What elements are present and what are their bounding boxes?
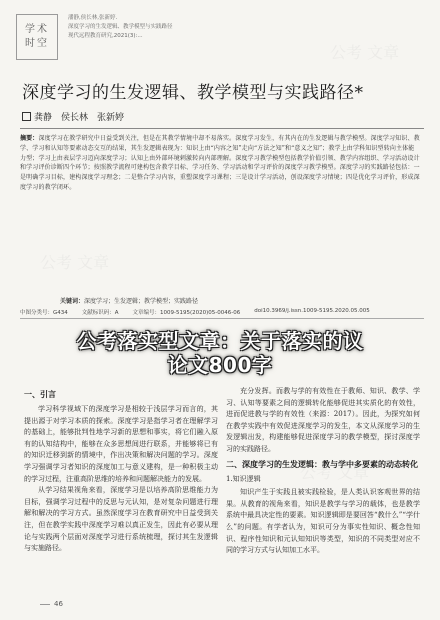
paragraph: 充分发挥。而教与学的有效性在于教师、知识、教学、学习、认知等要素之间的逻辑转化能够促进其实质化的有效性，进而促进教与学的有效性（来源：2017）。因此，为探究如何在教学实践中有效促进深度学习的发生，本文从深度学习的生发逻辑出发，构建能够促进深度学习的教学模型，探讨深度学习的实践路径。 [226, 387, 420, 453]
left-column [24, 386, 218, 555]
journal-citation [68, 14, 173, 41]
class-number: 中图分类号：G434 [20, 310, 68, 316]
doi-text: doi10.3969/j.issn.1009-5195.2020.05.005 [254, 308, 370, 314]
journal-logo-box [16, 14, 58, 60]
overlay-banner [0, 330, 440, 376]
page-number-rule [40, 604, 50, 605]
paragraph: 知识产生于实践且被实践检验，是人类认识客观世界的结果。从教育的视角来看，知识是教学与学习的载体，也是教学系统中最具决定性的要素。知识逻辑即是要回答“教什么”“学什么”的问题。有学者认为，知识可分为事实性知识、概念性知识、程序性知识和元认知知识等类型，知识的不同类型对应不同的学习方式与认知加工水平。 [226, 488, 420, 555]
article-title: 深度学习的生发逻辑、教学模型与实践路径* [22, 83, 364, 103]
document-code: 文献标识码：A [81, 310, 119, 316]
journal-citation-line: 深度学习的生发逻辑、教学模型与实践路径 [68, 24, 173, 30]
abstract-text: 深度学习在教学研究中日益受到关注，但是在其教学情境中却不易落实。深度学习发生，有其内在的生发逻辑与教学模型。深度学习知识、教学、学习和认知等要素动态交互的结果，其生发逻辑表现为：知识上由“内容之知”走向“方法之知”和“意义之知”；教学上由学科知识型转向主体能力型；学习上由表层学习迈向深度学习；认知上由外部环境刺激转向内部理解。深度学习教学模型包括教学价值引领、教学内容组织、学习活动设计和学习评价诊断四个环节；按照教学流程可建构包含教学目标、学习任务、学习活动和学习评价的深度学习教学模型。深度学习的实践路径包括：一是明确学习目标，建构深度学习理念；二是整合学习内容，重塑深度学习课程；三是设计学习活动，创设深度学习情境；四是优化学习评价，形成深度学习的教学闭环。 [20, 135, 420, 191]
journal-citation-line: 现代远程教育研究,2021(3):... [68, 33, 143, 39]
section-heading: 一、引言 [24, 389, 56, 399]
journal-citation-line: 潘静,侯长林,张新婷. [68, 15, 118, 21]
author-names: 龚静 侯长林 张新婷 [34, 113, 125, 123]
section-heading: 二、深度学习的生发逻辑：教与学中多要素的动态转化 [226, 458, 418, 469]
journal-header [16, 14, 316, 68]
journal-logo-line2: 时空 [25, 38, 49, 49]
paragraph: 学习科学视域下的深度学习是相较于浅层学习而言的，其提出源于对学习本质的探索。深度学习是指学习者在理解学习的基础上，能够批判性地学习新的思想和事实，将它们融入原有的认知结构中，能够在众多思想间进行联系，并能够将已有的知识迁移到新的情境中，作出决策和解决问题的学习。深度学习强调学习者知识的深度加工与意义建构，是一种积极主动的学习过程，注重高阶思维的培养和问题解决能力的发展。 [24, 405, 218, 483]
doi-divider [20, 318, 424, 319]
sub-heading: 1.知识逻辑 [226, 474, 261, 483]
banner-line-1: 公考落实型文章：关于落实的议 [76, 329, 364, 353]
banner-line-2: 论文800字 [167, 353, 273, 377]
watermark: 公考 文章 [40, 253, 110, 272]
keywords [60, 296, 198, 305]
watermark: 公考 文章 [300, 463, 370, 482]
classification-line [20, 308, 424, 316]
article-authors [22, 110, 124, 123]
title-divider [20, 128, 424, 129]
abstract [20, 134, 420, 193]
article-number: 文章编号：1009-5195(2020)05-0046-06 [132, 310, 241, 316]
page-number: 46 [54, 600, 63, 608]
keywords-label: 关键词： [60, 298, 85, 305]
author-square-icon [22, 112, 31, 121]
right-column [226, 386, 420, 557]
paragraph: 从学习结果视角来看，深度学习是以培养高阶思维能力为目标，强调学习过程中的反思与元认知，是对复杂问题进行理解和解决的学习方式。虽然深度学习在教育研究中日益受到关注，但在教学实践中深度学习难以真正发生，因此有必要从理论与实践两个层面对深度学习进行系统梳理，探讨其生发逻辑与实施路径。 [24, 486, 218, 553]
journal-logo-line1: 学术 [25, 24, 49, 35]
keywords-text: 深度学习；生发逻辑；教学模型；实践路径 [84, 298, 199, 305]
watermark: 公考 文章 [330, 43, 400, 62]
abstract-label: 摘要： [20, 135, 39, 142]
